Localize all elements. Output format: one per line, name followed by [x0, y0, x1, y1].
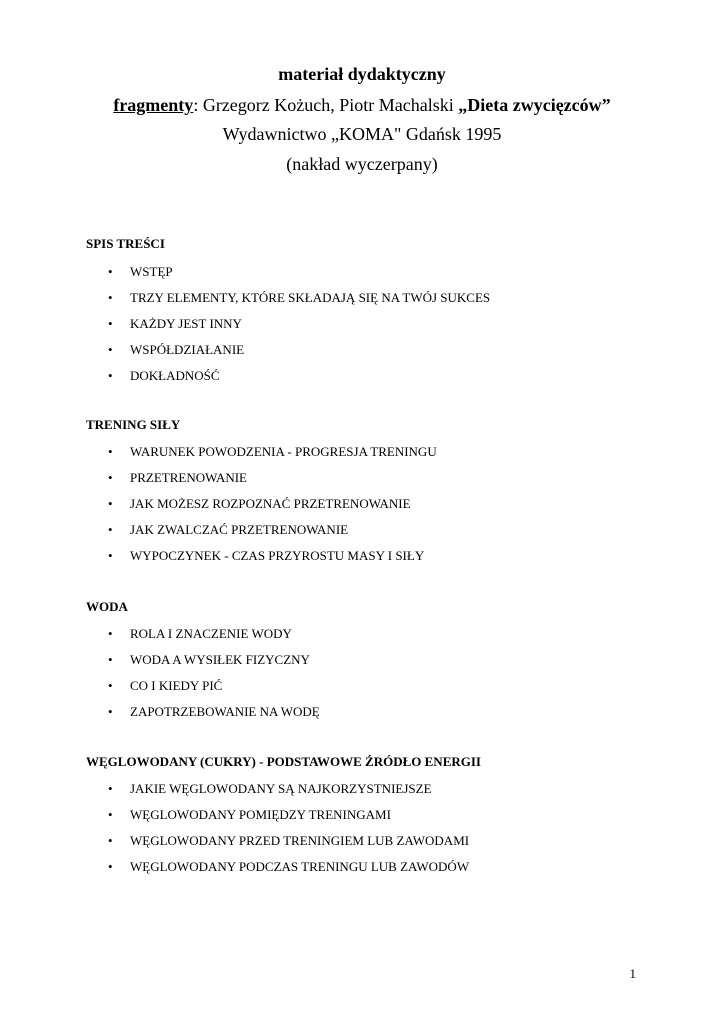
list-item-text: TRZY ELEMENTY, KTÓRE SKŁADAJĄ SIĘ NA TWÓJ SUKCES	[130, 290, 491, 305]
authors-text: : Grzegorz Kożuch, Piotr Machalski	[193, 95, 459, 115]
bullet-icon: •	[108, 781, 113, 796]
list-item-text: WARUNEK POWODZENIA - PROGRESJA TRENINGU	[130, 444, 437, 459]
list-item	[86, 444, 686, 470]
list-item-text: CO I KIEDY PIĆ	[130, 678, 223, 693]
list-item-text: JAKIE WĘGLOWODANY SĄ NAJKORZYSTNIEJSZE	[130, 781, 432, 796]
bullet-icon: •	[108, 496, 113, 511]
list-item-text: WĘGLOWODANY PODCZAS TRENINGU LUB ZAWODÓW	[130, 859, 470, 874]
list-item-text: ROLA I ZNACZENIE WODY	[130, 626, 292, 641]
section-title: TRENING SIŁY	[86, 417, 181, 432]
item-list	[86, 444, 686, 574]
list-item-text: WSPÓŁDZIAŁANIE	[130, 342, 245, 357]
section-title: WĘGLOWODANY (CUKRY) - PODSTAWOWE ŹRÓDŁO ENERGII	[86, 754, 481, 769]
list-item-text: ZAPOTRZEBOWANIE NA WODĘ	[130, 704, 320, 719]
publisher-line: Wydawnictwo „KOMA" Gdańsk 1995	[222, 124, 502, 144]
list-item-text: PRZETRENOWANIE	[130, 470, 247, 485]
fragments-label: fragmenty	[113, 95, 194, 115]
section-water	[86, 599, 686, 730]
list-item	[86, 316, 686, 342]
list-item-text: WĘGLOWODANY POMIĘDZY TRENINGAMI	[130, 807, 391, 822]
list-item	[86, 652, 686, 678]
section-title: SPIS TREŚCI	[86, 236, 165, 251]
section-carbohydrates	[86, 754, 686, 885]
list-item-text: JAK ZWALCZAĆ PRZETRENOWANIE	[130, 522, 349, 537]
bullet-icon: •	[108, 678, 113, 693]
list-item-text: WĘGLOWODANY PRZED TRENINGIEM LUB ZAWODAMI	[130, 833, 470, 848]
section-strength-training	[86, 417, 686, 574]
bullet-icon: •	[108, 704, 113, 719]
item-list	[86, 264, 686, 394]
bullet-icon: •	[108, 368, 113, 383]
print-status-line: (nakład wyczerpany)	[286, 154, 438, 174]
bullet-icon: •	[108, 807, 113, 822]
list-item	[86, 626, 686, 652]
list-item	[86, 704, 686, 730]
page-number: 1	[629, 966, 636, 981]
bullet-icon: •	[108, 652, 113, 667]
list-item	[86, 807, 686, 833]
list-item	[86, 342, 686, 368]
list-item	[86, 522, 686, 548]
bullet-icon: •	[108, 626, 113, 641]
list-item	[86, 264, 686, 290]
list-item	[86, 859, 686, 885]
list-item-text: JAK MOŻESZ ROZPOZNAĆ PRZETRENOWANIE	[130, 496, 411, 511]
header-source-line	[0, 91, 724, 119]
bullet-icon: •	[108, 444, 113, 459]
item-list	[86, 626, 686, 730]
list-item	[86, 678, 686, 704]
item-list	[86, 781, 686, 885]
list-item	[86, 548, 686, 574]
list-item	[86, 833, 686, 859]
section-table-of-contents	[86, 236, 686, 394]
list-item-text: WSTĘP	[130, 264, 173, 279]
list-item	[86, 368, 686, 394]
bullet-icon: •	[108, 548, 113, 563]
list-item-text: WODA A WYSIŁEK FIZYCZNY	[130, 652, 310, 667]
document-header	[0, 60, 724, 178]
bullet-icon: •	[108, 264, 113, 279]
bullet-icon: •	[108, 470, 113, 485]
list-item-text: KAŻDY JEST INNY	[130, 316, 242, 331]
list-item	[86, 781, 686, 807]
bullet-icon: •	[108, 342, 113, 357]
book-title: „Dieta zwycięzców”	[458, 95, 611, 115]
bullet-icon: •	[108, 859, 113, 874]
section-title: WODA	[86, 599, 128, 614]
header-subtitle: materiał dydaktyczny	[278, 64, 446, 84]
list-item	[86, 496, 686, 522]
list-item	[86, 290, 686, 316]
bullet-icon: •	[108, 833, 113, 848]
bullet-icon: •	[108, 522, 113, 537]
bullet-icon: •	[108, 316, 113, 331]
list-item-text: DOKŁADNOŚĆ	[130, 368, 220, 383]
list-item-text: WYPOCZYNEK - CZAS PRZYROSTU MASY I SIŁY	[130, 548, 425, 563]
bullet-icon: •	[108, 290, 113, 305]
list-item	[86, 470, 686, 496]
